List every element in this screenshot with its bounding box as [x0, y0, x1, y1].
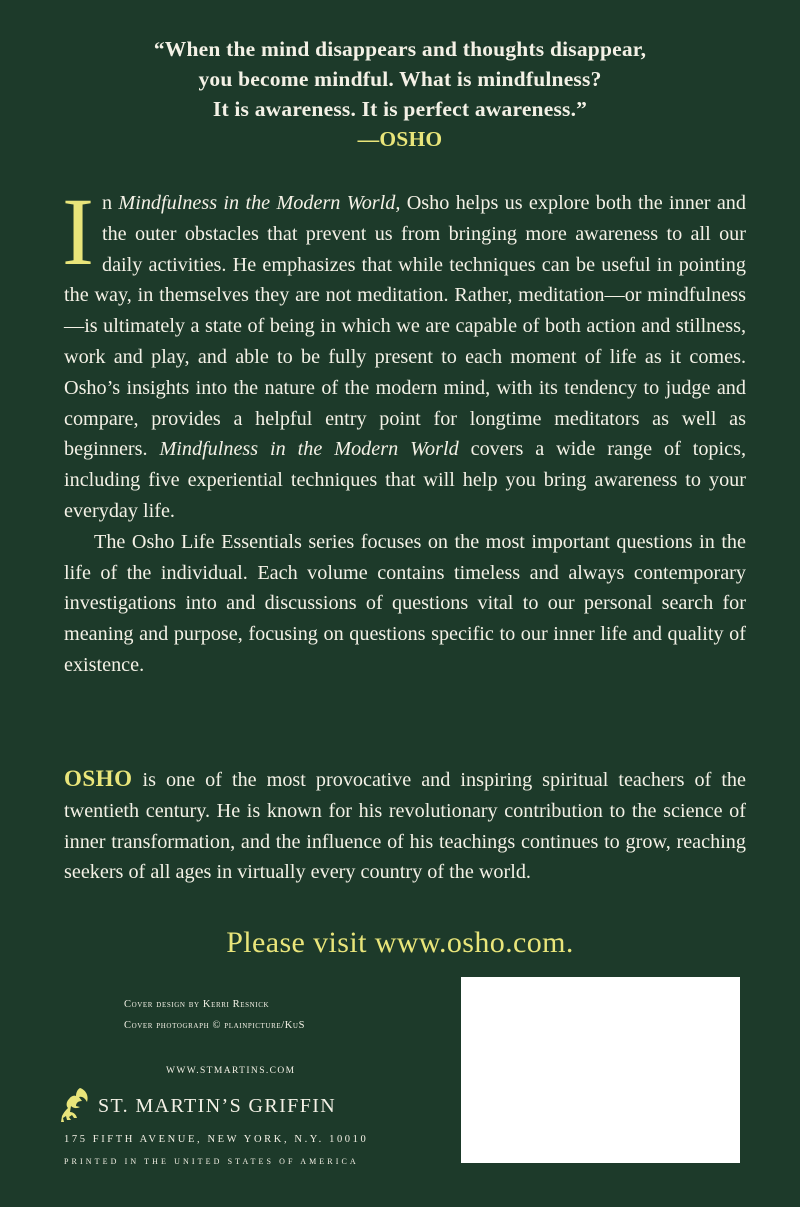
cover-credits [124, 994, 305, 1036]
book-description [62, 178, 746, 681]
website-callout: Please visit www.osho.com. [226, 926, 574, 959]
barcode-area [461, 977, 740, 1163]
publisher-imprint [60, 1086, 336, 1126]
author-bio-text: is one of the most provocative and inspiring spiritual teachers of the twentieth century. He is known for his revolutionary contribution to the science of inner transformation, and the influence of his teachings continues to grow, reaching seekers of all ages in virtually every country of the world. [64, 769, 746, 884]
cover-photo-credit: Cover photograph © plainpicture/KuS [124, 1020, 306, 1031]
printed-in: PRINTED IN THE UNITED STATES OF AMERICA [64, 1157, 359, 1166]
description-paragraph-1 [62, 178, 746, 527]
description-text: covers a wide range of topics, including five experiential techniques that will help you bring awareness to your everyday life. [64, 438, 746, 522]
publisher-website: WWW.STMARTINS.COM [166, 1066, 296, 1076]
book-title: Mindfulness in the Modern World [159, 438, 459, 461]
description-text: n [101, 192, 119, 214]
author-bio [64, 764, 746, 888]
drop-cap: I [62, 178, 94, 285]
description-paragraph-2: The Osho Life Essentials series focuses on the most important questions in the life of the individual. Each volume contains timeless and always contemporary investigations into and discussions of questions vital to our personal search for meaning and purpose, focusing on questions specific to our inner life and quality of existence. [64, 530, 746, 676]
publisher-address: 175 FIFTH AVENUE, NEW YORK, N.Y. 10010 [64, 1134, 369, 1145]
book-title: Mindfulness in the Modern World, [118, 192, 401, 214]
description-text: Osho helps us explore both the inner and the outer obstacles that prevent us from bringing more awareness to all our daily activities. He emphasizes that while techniques can be useful in pointing the way, in themselves they are not meditation. Rather, meditation—or mindfulness—is ultimately a state of being in which we are capable of both action and stillness, work and play, and able to be fully present to each moment of life as it comes. Osho’s insights into the nature of the modern mind, with its tendency to judge and compare, provides a helpful entry point for longtime meditators as well as beginners. [64, 192, 746, 461]
griffin-logo-icon [60, 1086, 90, 1126]
author-name: OSHO [64, 766, 133, 791]
quote-line: “When the mind disappears and thoughts disappear, [153, 37, 647, 61]
cover-design-credit: Cover design by Kerri Resnick [124, 999, 270, 1010]
quote-line: you become mindful. What is mindfulness? [198, 67, 602, 91]
quote-attribution: —OSHO [357, 127, 443, 151]
publisher-name: ST. MARTIN’S GRIFFIN [98, 1094, 337, 1117]
quote-line: It is awareness. It is perfect awareness.” [212, 97, 588, 121]
pull-quote [0, 34, 800, 154]
